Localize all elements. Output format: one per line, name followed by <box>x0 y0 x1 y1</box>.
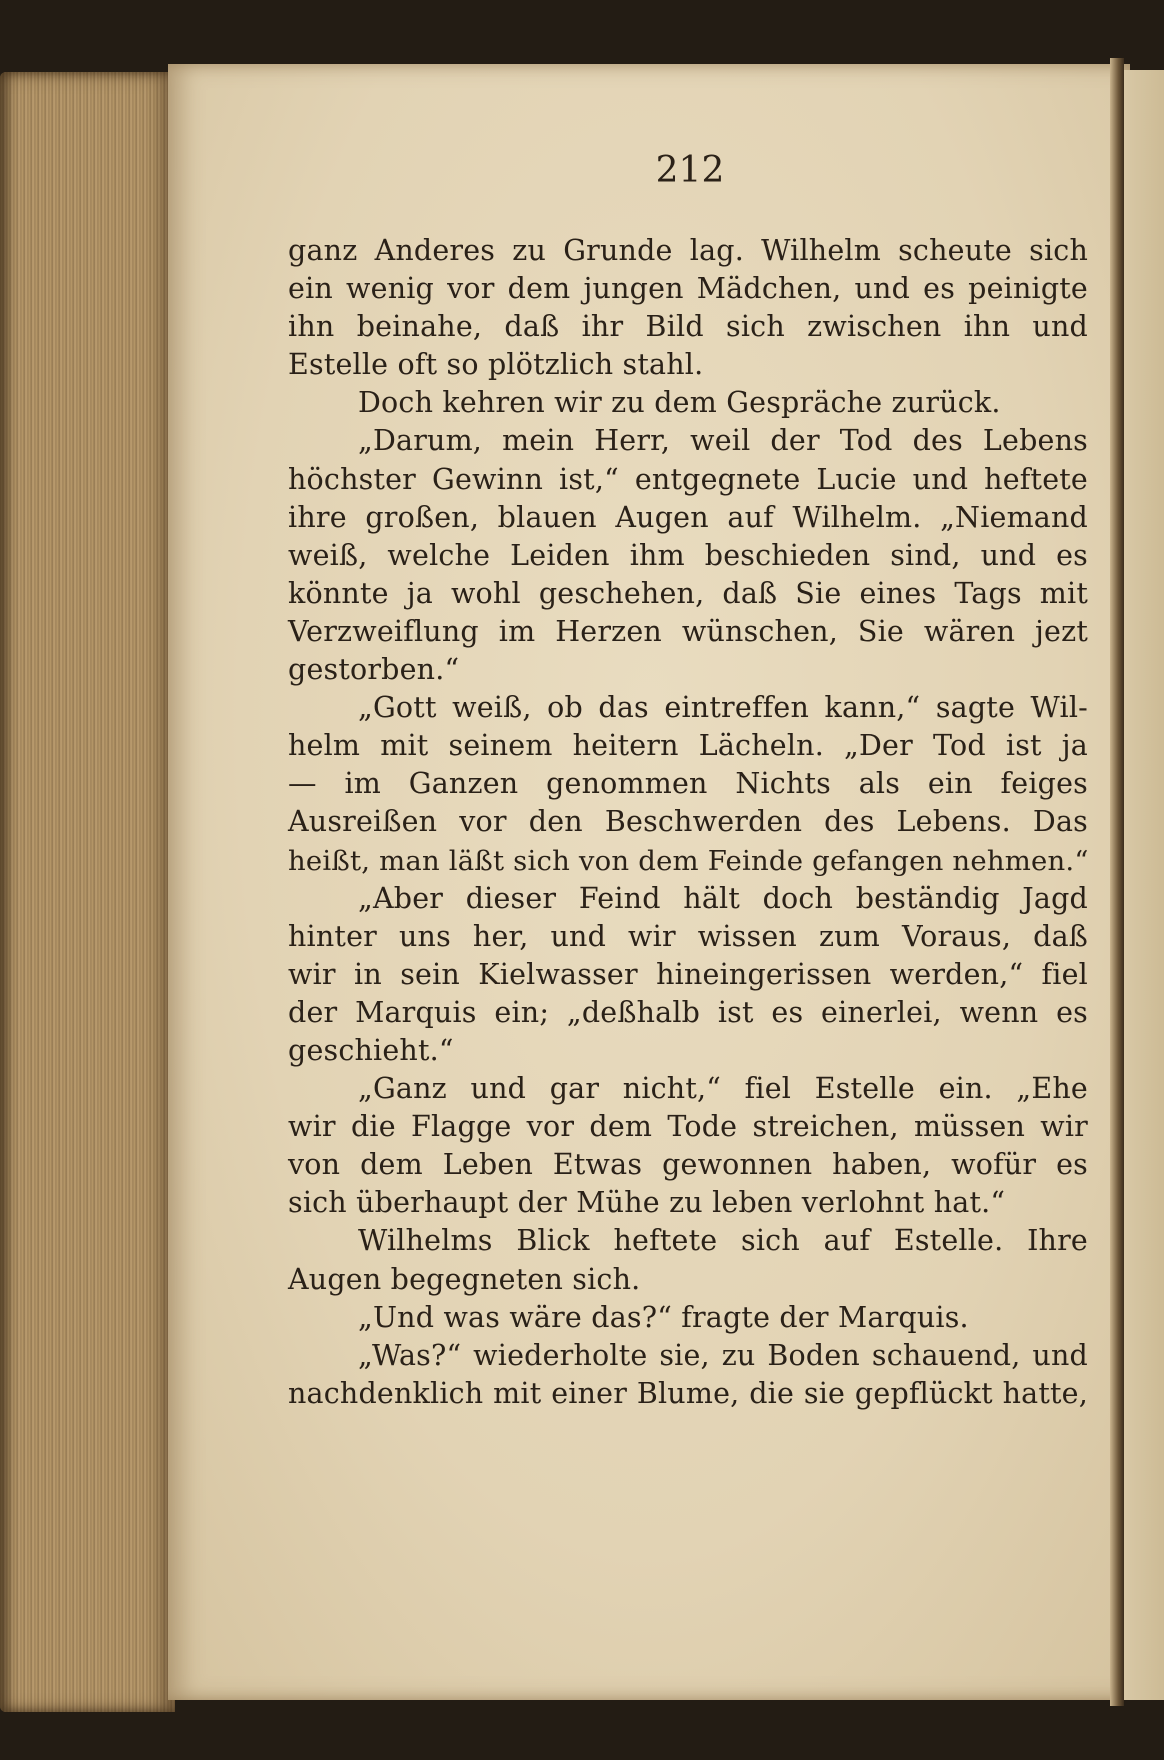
text-line: — im Ganzen genommen Nichts als ein feiges <box>288 767 1088 801</box>
text-line: nachdenklich mit einer Blume, die sie gepflückt hatte, <box>288 1376 1088 1410</box>
text-line: Augen begegneten sich. <box>288 1262 641 1296</box>
text-line: gestorben.“ <box>288 653 460 687</box>
text-line: höchster Gewinn ist,“ entgegnete Lucie und heftete <box>288 462 1088 496</box>
text-line: „Gott weiß, ob das eintreffen kann,“ sagte Wil- <box>358 691 1088 725</box>
text-line: sich überhaupt der Mühe zu leben verlohnt hat.“ <box>288 1186 1006 1220</box>
text-line: „Und was wäre das?“ fragte der Marquis. <box>358 1300 969 1334</box>
text-line: Ausreißen vor den Beschwerden des Lebens. Das <box>288 805 1088 839</box>
text-line: von dem Leben Etwas gewonnen haben, wofür es <box>288 1148 1088 1182</box>
text-line: ihn beinahe, daß ihr Bild sich zwischen ihn und <box>288 310 1088 344</box>
text-line: könnte ja wohl geschehen, daß Sie eines Tags mit <box>288 576 1088 610</box>
text-line: der Marquis ein; „deßhalb ist es einerlei, wenn es <box>288 995 1088 1029</box>
page-number: 212 <box>655 150 725 191</box>
text-line: heißt, man läßt sich von dem Feinde gefangen nehmen.“ <box>288 844 1089 877</box>
text-line: geschieht.“ <box>288 1033 454 1067</box>
text-line: „Was?“ wiederholte sie, zu Boden schauend, und <box>358 1338 1088 1372</box>
text-line: Doch kehren wir zu dem Gespräche zurück. <box>358 386 1001 420</box>
text-line: hinter uns her, und wir wissen zum Voraus, daß <box>288 919 1088 953</box>
next-page-edge <box>1124 70 1164 1700</box>
text-line: „Darum, mein Herr, weil der Tod des Lebens <box>358 424 1088 458</box>
text-line: „Aber dieser Feind hält doch beständig Jagd <box>358 881 1088 915</box>
text-line: wir die Flagge vor dem Tode streichen, müssen wir <box>288 1110 1088 1144</box>
text-line: wir in sein Kielwasser hineingerissen werden,“ fiel <box>288 957 1088 991</box>
text-line: Wilhelms Blick heftete sich auf Estelle. Ihre <box>358 1224 1088 1258</box>
text-line: „Ganz und gar nicht,“ fiel Estelle ein. „Ehe <box>358 1072 1088 1106</box>
text-line: weiß, welche Leiden ihm beschieden sind, und es <box>288 538 1088 572</box>
text-line: ein wenig vor dem jungen Mädchen, und es peinigte <box>288 272 1088 306</box>
text-line: Estelle oft so plötzlich stahl. <box>288 348 704 382</box>
text-line: helm mit seinem heitern Lächeln. „Der Tod ist ja <box>288 729 1088 763</box>
text-line: Verzweiflung im Herzen wünschen, Sie wären jezt <box>288 614 1088 648</box>
book-gutter <box>1110 58 1124 1706</box>
body-text <box>288 232 1088 1413</box>
text-line: ihre großen, blauen Augen auf Wilhelm. „Niemand <box>288 500 1088 534</box>
text-line: ganz Anderes zu Grunde lag. Wilhelm scheute sich <box>288 234 1088 267</box>
page-edges <box>0 72 175 1712</box>
